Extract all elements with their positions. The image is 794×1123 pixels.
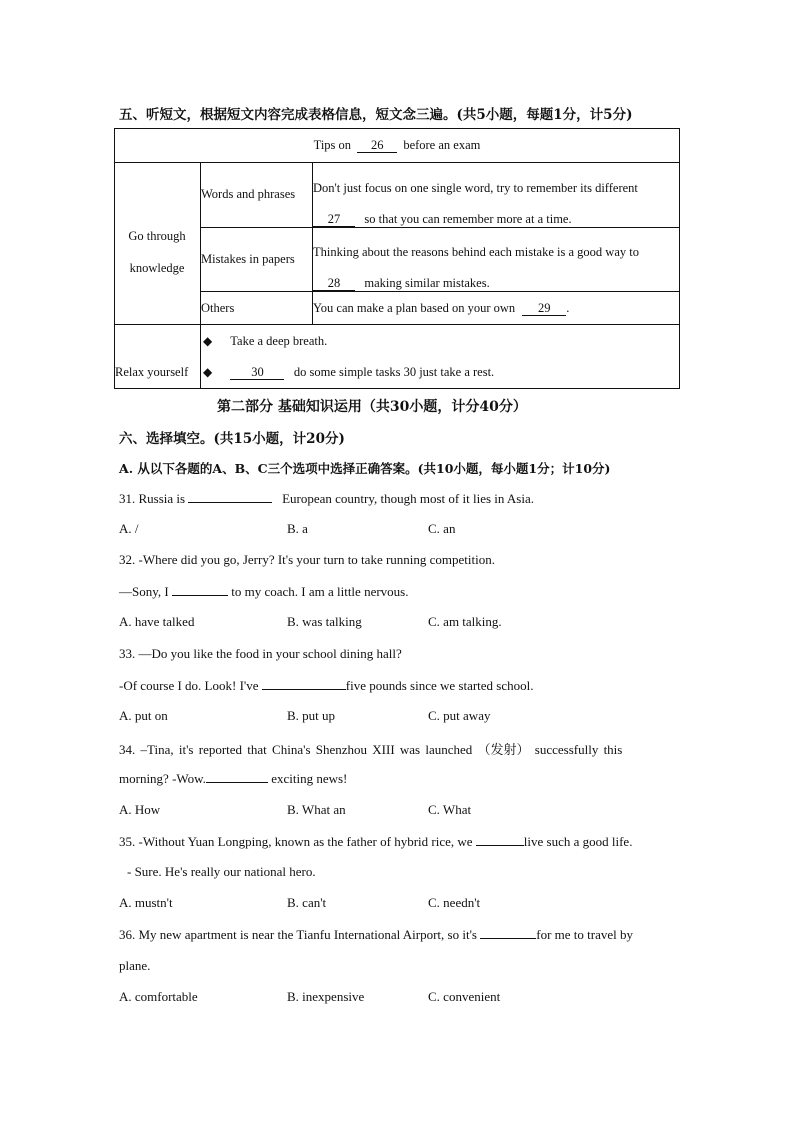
row3-text2: . xyxy=(566,301,570,315)
group-relax-yourself: Relax yourself xyxy=(115,365,189,379)
q34-line2 xyxy=(119,770,347,787)
group1-line1: Go through xyxy=(128,229,186,243)
q33-option-b: B. put up xyxy=(287,708,336,723)
q32-line2 xyxy=(119,583,408,600)
q33-blank xyxy=(262,677,346,690)
diamond-bullet-icon: ◆ xyxy=(203,334,213,348)
table-header xyxy=(114,138,680,153)
q35-option-b: B. can't xyxy=(287,895,327,910)
q35-blank xyxy=(476,833,524,846)
blank-27: 27 xyxy=(313,212,355,227)
row1-text2: so that you can remember more at a time. xyxy=(364,212,572,226)
row2-text2: making similar mistakes. xyxy=(364,276,490,290)
q31-blank xyxy=(188,490,272,503)
group-go-through-knowledge xyxy=(114,220,200,284)
row2-text1: Thinking about the reasons behind each mistake is a good way to xyxy=(313,245,639,259)
q34-line1: 34. –Tina, it's reported that China's Shenzhou XIII was launched （发射） successfully this xyxy=(119,742,623,757)
q33-line1: 33. —Do you like the food in your school dining hall? xyxy=(119,646,402,661)
q35-post: live such a good life. xyxy=(523,834,633,849)
q32-pre: —Sony, I xyxy=(119,584,169,599)
q33-pre: -Of course I do. Look! I've xyxy=(119,678,259,693)
q33-line2 xyxy=(119,677,534,694)
q36-option-a: A. comfortable xyxy=(119,989,198,1004)
sectionA-title: A. 从以下各题的A、B、C三个选项中选择正确答案。(共10小题，每小题1分；计10分) xyxy=(119,461,611,476)
row-content-mistakes xyxy=(313,237,679,299)
q35-option-a: A. mustn't xyxy=(119,895,173,910)
blank-28: 28 xyxy=(313,276,355,291)
q31-stem xyxy=(119,490,534,507)
q36-line1 xyxy=(119,926,633,943)
row-label-mistakes: Mistakes in papers xyxy=(201,252,295,266)
q35-line1 xyxy=(119,833,632,850)
q33-option-a: A. put on xyxy=(119,708,168,723)
q34-option-c: C. What xyxy=(428,802,472,817)
row3-text1: You can make a plan based on your own xyxy=(313,301,516,315)
q35-option-c: C. needn't xyxy=(428,895,481,910)
row-label-words-phrases: Words and phrases xyxy=(201,187,296,201)
q34-option-b: B. What an xyxy=(287,802,346,817)
bullet2-text: do some simple tasks 30 just take a rest. xyxy=(293,365,495,379)
q31-post: European country, though most of it lies in Asia. xyxy=(282,491,534,506)
q33-post: five pounds since we started school. xyxy=(345,678,534,693)
q33-option-c: C. put away xyxy=(428,708,491,723)
q32-option-a: A. have talked xyxy=(119,614,195,629)
q35-line2: - Sure. He's really our national hero. xyxy=(127,864,316,879)
bullet1-text: Take a deep breath. xyxy=(230,334,328,348)
q36-post: for me to travel by xyxy=(536,927,633,942)
blank-26: 26 xyxy=(357,138,397,153)
q32-line1: 32. -Where did you go, Jerry? It's your turn to take running competition. xyxy=(119,552,496,567)
section5-title: 五、听短文，根据短文内容完成表格信息，短文念三遍。(共5小题，每题1分，计5分) xyxy=(119,107,633,123)
row1-text1: Don't just focus on one single word, try to remember its different xyxy=(313,181,638,195)
q34-option-a: A. How xyxy=(119,802,161,817)
q32-option-c: C. am talking. xyxy=(428,614,502,629)
section6-title: 六、选择填空。(共15小题，计20分) xyxy=(119,431,345,447)
relax-bullet-2 xyxy=(203,365,494,380)
q31-option-c: C. an xyxy=(428,521,456,536)
q36-pre: 36. My new apartment is near the Tianfu International Airport, so it's xyxy=(119,927,477,942)
group1-line2: knowledge xyxy=(129,261,185,275)
row-content-words-phrases xyxy=(313,173,679,235)
q34-post: exciting news! xyxy=(271,771,348,786)
listening-table xyxy=(114,128,680,389)
q32-post: to my coach. I am a little nervous. xyxy=(231,584,409,599)
q31-pre: 31. Russia is xyxy=(119,491,186,506)
q31-option-b: B. a xyxy=(287,521,308,536)
row-label-others: Others xyxy=(201,301,235,315)
q32-option-b: B. was talking xyxy=(287,614,362,629)
relax-bullet-1 xyxy=(203,334,327,349)
row-content-others xyxy=(313,301,569,316)
q35-pre: 35. -Without Yuan Longping, known as the father of hybrid rice, we xyxy=(119,834,473,849)
q36-option-b: B. inexpensive xyxy=(287,989,365,1004)
diamond-bullet-icon: ◆ xyxy=(203,365,213,379)
q32-blank xyxy=(172,583,228,596)
blank-30: 30 xyxy=(230,365,284,380)
blank-29: 29 xyxy=(522,301,566,316)
q36-line2: plane. xyxy=(119,958,151,973)
q36-option-c: C. convenient xyxy=(428,989,501,1004)
q34-blank xyxy=(206,770,268,783)
part2-title: 第二部分 基础知识运用（共30小题，计分40分） xyxy=(217,399,527,415)
q34-pre: morning? -Wow. xyxy=(119,771,206,786)
table-header-pre: Tips on xyxy=(313,138,352,152)
table-header-post: before an exam xyxy=(403,138,481,152)
q36-blank xyxy=(480,926,536,939)
q31-option-a: A. / xyxy=(119,521,139,536)
